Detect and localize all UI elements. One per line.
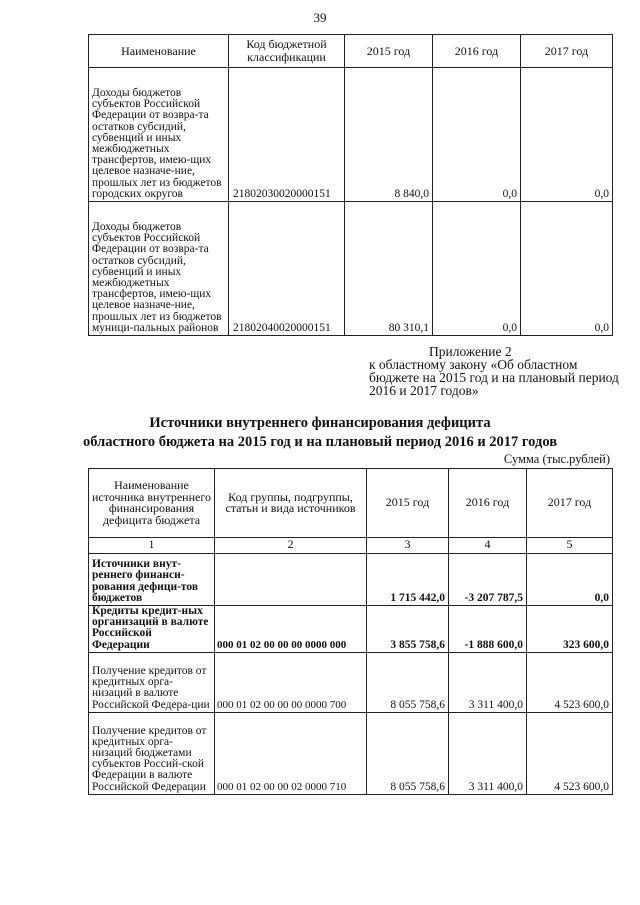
row-value-2016: 0,0 — [433, 68, 521, 202]
row-name: Доходы бюджетов субъектов Российской Федерации от возвра-та остатков субсидий, субвенций и иных межбюджетных трансфертов, имею-щих целевое назначе-ние, прошлых лет из бюджетов муници-пальных районов — [89, 202, 229, 336]
document-title-line2: областного бюджета на 2015 год и на плановый период 2016 и 2017 годов — [82, 434, 558, 450]
row-value-2017: 4 523 600,0 — [527, 712, 613, 794]
row-value-2015: 8 840,0 — [345, 68, 433, 202]
row-code: 000 01 02 00 00 00 0000 000 — [215, 606, 367, 653]
column-number-row — [89, 538, 613, 554]
sum-unit-label: Сумма (тыс.рублей) — [503, 452, 610, 466]
row-name: Кредиты кредит-ных организаций в валюте Российской Федерации — [89, 606, 215, 653]
row-name: Получение кредитов от кредитных орга-низаций в валюте Российской Федера-ции — [89, 652, 215, 712]
revenue-table — [88, 34, 613, 336]
row-code: 000 01 02 00 00 02 0000 710 — [215, 712, 367, 794]
column-number: 4 — [449, 538, 527, 554]
row-value-2017: 0,0 — [521, 202, 613, 336]
revenue-table-header — [89, 35, 613, 68]
col-header-2016: 2016 год — [433, 35, 521, 68]
table-row — [89, 68, 613, 202]
row-code: 21802030020000151 — [229, 68, 345, 202]
col-header-2017: 2017 год — [521, 35, 613, 68]
row-code: 21802040020000151 — [229, 202, 345, 336]
row-value-2017: 0,0 — [527, 554, 613, 606]
col-header-source-name: Наименование источника внутреннего финансирования дефицита бюджета — [89, 469, 215, 538]
row-value-2015: 80 310,1 — [345, 202, 433, 336]
table-row — [89, 712, 613, 794]
column-number: 3 — [367, 538, 449, 554]
row-code — [215, 554, 367, 606]
col-header-source-code: Код группы, подгруппы, статьи и вида источников — [215, 469, 367, 538]
appendix-text: к областному закону «Об областном бюджете на 2015 год и на плановый период 2016 и 2017 годов» — [369, 357, 619, 398]
col-header-code: Код бюджетной классификации — [229, 35, 345, 68]
row-name: Источники внут-реннего финанси-рования дефици-тов бюджетов — [89, 554, 215, 606]
table-row — [89, 652, 613, 712]
table-row — [89, 606, 613, 653]
row-code: 000 01 02 00 00 00 0000 700 — [215, 652, 367, 712]
financing-sources-table — [88, 468, 613, 795]
row-value-2016: 3 311 400,0 — [449, 712, 527, 794]
column-number: 1 — [89, 538, 215, 554]
col-header-2016: 2016 год — [449, 469, 527, 538]
col-header-2015: 2015 год — [367, 469, 449, 538]
row-value-2017: 0,0 — [521, 68, 613, 202]
row-value-2015: 3 855 758,6 — [367, 606, 449, 653]
row-value-2016: 0,0 — [433, 202, 521, 336]
row-name: Доходы бюджетов субъектов Российской Федерации от возвра-та остатков субсидий, субвенций и иных межбюджетных трансфертов, имею-щих целевое назначе-ние, прошлых лет из бюджетов городских округов — [89, 68, 229, 202]
document-title-line1: Источники внутреннего финансирования дефицита — [149, 415, 491, 431]
page-number: 39 — [313, 10, 327, 25]
col-header-2015: 2015 год — [345, 35, 433, 68]
row-value-2015: 1 715 442,0 — [367, 554, 449, 606]
row-value-2016: -3 207 787,5 — [449, 554, 527, 606]
table-row — [89, 202, 613, 336]
col-header-name: Наименование — [89, 35, 229, 68]
column-number: 5 — [527, 538, 613, 554]
row-name: Получение кредитов от кредитных орга-низаций бюджетами субъектов Россий-ской Федерации в валюте Российской Федерации — [89, 712, 215, 794]
column-number: 2 — [215, 538, 367, 554]
row-value-2016: -1 888 600,0 — [449, 606, 527, 653]
financing-table-header — [89, 469, 613, 538]
col-header-2017: 2017 год — [527, 469, 613, 538]
row-value-2017: 323 600,0 — [527, 606, 613, 653]
row-value-2017: 4 523 600,0 — [527, 652, 613, 712]
appendix-note — [369, 345, 619, 397]
row-value-2015: 8 055 758,6 — [367, 652, 449, 712]
table-row — [89, 554, 613, 606]
row-value-2016: 3 311 400,0 — [449, 652, 527, 712]
document-title — [60, 414, 580, 452]
appendix-title: Приложение 2 — [429, 344, 512, 359]
row-value-2015: 8 055 758,6 — [367, 712, 449, 794]
